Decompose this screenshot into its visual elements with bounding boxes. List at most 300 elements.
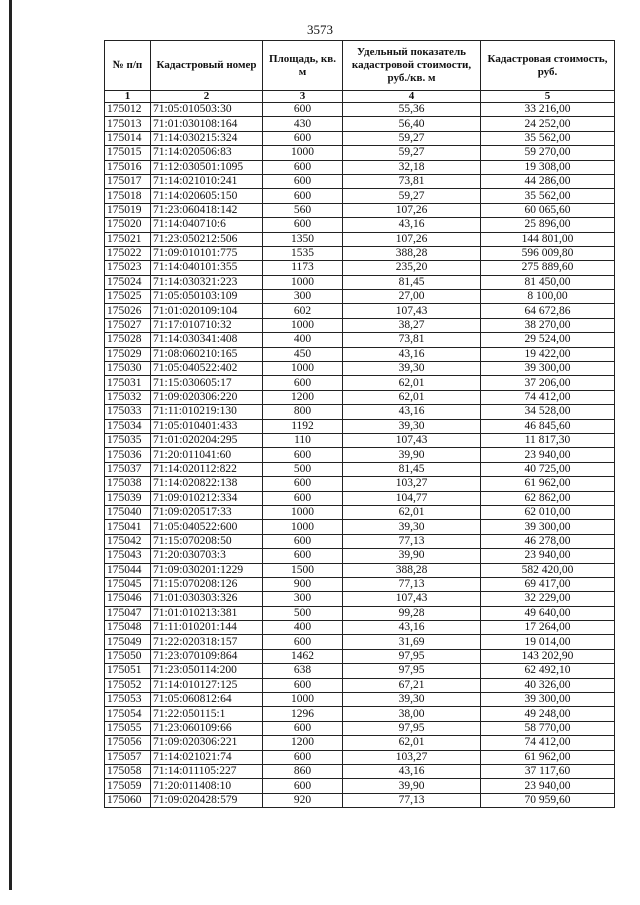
cell-area: 110 (263, 433, 343, 447)
cell-specific-value: 43,16 (343, 405, 481, 419)
cell-row-number: 175034 (105, 419, 151, 433)
cell-specific-value: 43,16 (343, 764, 481, 778)
table-row (105, 117, 615, 131)
table-row (105, 736, 615, 750)
cell-row-number: 175021 (105, 232, 151, 246)
cell-cadastral-cost: 74 412,00 (481, 736, 615, 750)
cell-specific-value: 107,43 (343, 433, 481, 447)
cell-cadastral-number: 71:05:040522:402 (151, 362, 263, 376)
cell-area: 800 (263, 405, 343, 419)
cell-area: 600 (263, 477, 343, 491)
cell-specific-value: 77,13 (343, 793, 481, 807)
column-header-cadastral-cost: Кадастровая стоимость, руб. (481, 41, 615, 91)
cell-area: 1462 (263, 649, 343, 663)
cell-cadastral-cost: 275 889,60 (481, 261, 615, 275)
cell-row-number: 175035 (105, 433, 151, 447)
cell-cadastral-number: 71:14:030341:408 (151, 333, 263, 347)
cell-cadastral-cost: 81 450,00 (481, 275, 615, 289)
column-number: 4 (343, 91, 481, 103)
cell-row-number: 175053 (105, 693, 151, 707)
table-row (105, 664, 615, 678)
cell-specific-value: 39,30 (343, 520, 481, 534)
cell-specific-value: 97,95 (343, 721, 481, 735)
cell-specific-value: 62,01 (343, 505, 481, 519)
cell-area: 500 (263, 606, 343, 620)
cell-specific-value: 73,81 (343, 174, 481, 188)
cell-cadastral-cost: 35 562,00 (481, 189, 615, 203)
cell-cadastral-number: 71:14:020605:150 (151, 189, 263, 203)
cell-cadastral-number: 71:22:050115:1 (151, 707, 263, 721)
cell-specific-value: 59,27 (343, 189, 481, 203)
cell-cadastral-cost: 62 010,00 (481, 505, 615, 519)
page-left-rule (9, 0, 12, 890)
table-row (105, 707, 615, 721)
cell-area: 600 (263, 635, 343, 649)
table-column-numbers-row (105, 91, 615, 103)
cell-cadastral-number: 71:22:020318:157 (151, 635, 263, 649)
cell-cadastral-cost: 62 862,00 (481, 491, 615, 505)
cell-cadastral-number: 71:01:030303:326 (151, 592, 263, 606)
cell-area: 600 (263, 103, 343, 117)
table-row (105, 721, 615, 735)
cell-specific-value: 104,77 (343, 491, 481, 505)
cell-row-number: 175023 (105, 261, 151, 275)
cell-specific-value: 32,18 (343, 160, 481, 174)
cell-row-number: 175024 (105, 275, 151, 289)
table-row (105, 333, 615, 347)
cell-cadastral-cost: 46 845,60 (481, 419, 615, 433)
cell-cadastral-number: 71:14:021021:74 (151, 750, 263, 764)
table-row (105, 433, 615, 447)
cell-cadastral-cost: 17 264,00 (481, 621, 615, 635)
cell-row-number: 175028 (105, 333, 151, 347)
table-row (105, 275, 615, 289)
cell-cadastral-cost: 61 962,00 (481, 750, 615, 764)
table-row (105, 146, 615, 160)
cell-cadastral-cost: 58 770,00 (481, 721, 615, 735)
cell-cadastral-number: 71:09:020428:579 (151, 793, 263, 807)
cell-area: 600 (263, 160, 343, 174)
table-row (105, 261, 615, 275)
cell-cadastral-cost: 23 940,00 (481, 448, 615, 462)
cell-row-number: 175036 (105, 448, 151, 462)
cell-cadastral-cost: 11 817,30 (481, 433, 615, 447)
cell-cadastral-cost: 39 300,00 (481, 520, 615, 534)
cell-specific-value: 39,30 (343, 693, 481, 707)
cell-specific-value: 77,13 (343, 577, 481, 591)
cell-row-number: 175044 (105, 563, 151, 577)
cell-area: 1000 (263, 275, 343, 289)
cell-area: 430 (263, 117, 343, 131)
cell-cadastral-number: 71:05:060812:64 (151, 693, 263, 707)
table-row (105, 448, 615, 462)
cell-specific-value: 38,27 (343, 318, 481, 332)
cell-cadastral-cost: 40 725,00 (481, 462, 615, 476)
cell-area: 600 (263, 376, 343, 390)
cell-area: 1000 (263, 520, 343, 534)
table-row (105, 405, 615, 419)
cell-area: 1350 (263, 232, 343, 246)
cell-cadastral-cost: 39 300,00 (481, 362, 615, 376)
table-row (105, 549, 615, 563)
cell-area: 600 (263, 721, 343, 735)
cell-cadastral-number: 71:08:060210:165 (151, 347, 263, 361)
cell-cadastral-cost: 74 412,00 (481, 390, 615, 404)
cell-cadastral-cost: 582 420,00 (481, 563, 615, 577)
table-row (105, 563, 615, 577)
cell-cadastral-cost: 35 562,00 (481, 131, 615, 145)
cell-row-number: 175031 (105, 376, 151, 390)
table-row (105, 304, 615, 318)
cell-row-number: 175047 (105, 606, 151, 620)
cell-row-number: 175015 (105, 146, 151, 160)
table-body (105, 103, 615, 808)
table-row (105, 606, 615, 620)
cell-cadastral-cost: 49 248,00 (481, 707, 615, 721)
cell-area: 1000 (263, 318, 343, 332)
cell-area: 600 (263, 491, 343, 505)
cell-area: 900 (263, 577, 343, 591)
cell-cadastral-cost: 32 229,00 (481, 592, 615, 606)
table-row (105, 534, 615, 548)
cell-cadastral-cost: 596 009,80 (481, 246, 615, 260)
cell-cadastral-number: 71:09:020306:221 (151, 736, 263, 750)
cell-area: 1296 (263, 707, 343, 721)
cell-specific-value: 77,13 (343, 534, 481, 548)
cell-row-number: 175020 (105, 218, 151, 232)
cell-area: 600 (263, 189, 343, 203)
cell-cadastral-cost: 19 014,00 (481, 635, 615, 649)
cell-area: 1000 (263, 146, 343, 160)
cell-cadastral-number: 71:20:011041:60 (151, 448, 263, 462)
cell-row-number: 175042 (105, 534, 151, 548)
cell-cadastral-number: 71:05:050103:109 (151, 290, 263, 304)
table-row (105, 577, 615, 591)
column-number: 1 (105, 91, 151, 103)
cell-specific-value: 39,90 (343, 779, 481, 793)
cell-cadastral-cost: 44 286,00 (481, 174, 615, 188)
cell-area: 602 (263, 304, 343, 318)
cell-specific-value: 97,95 (343, 649, 481, 663)
table-row (105, 218, 615, 232)
cell-cadastral-number: 71:12:030501:1095 (151, 160, 263, 174)
cell-area: 600 (263, 534, 343, 548)
column-header-number: № п/п (105, 41, 151, 91)
cell-cadastral-number: 71:05:040522:600 (151, 520, 263, 534)
cell-area: 500 (263, 462, 343, 476)
cell-specific-value: 107,26 (343, 203, 481, 217)
cell-row-number: 175043 (105, 549, 151, 563)
cell-cadastral-number: 71:09:010101:775 (151, 246, 263, 260)
cell-cadastral-cost: 64 672,86 (481, 304, 615, 318)
cell-area: 300 (263, 290, 343, 304)
cell-cadastral-number: 71:20:011408:10 (151, 779, 263, 793)
cell-row-number: 175040 (105, 505, 151, 519)
cell-cadastral-cost: 19 308,00 (481, 160, 615, 174)
cell-specific-value: 62,01 (343, 376, 481, 390)
cell-area: 300 (263, 592, 343, 606)
table-row (105, 347, 615, 361)
table-row (105, 764, 615, 778)
cell-cadastral-cost: 33 216,00 (481, 103, 615, 117)
table-row (105, 678, 615, 692)
cell-specific-value: 59,27 (343, 131, 481, 145)
table-row (105, 621, 615, 635)
table-row (105, 362, 615, 376)
cell-row-number: 175012 (105, 103, 151, 117)
cell-cadastral-number: 71:11:010201:144 (151, 621, 263, 635)
cell-cadastral-number: 71:23:070109:864 (151, 649, 263, 663)
cell-cadastral-cost: 25 896,00 (481, 218, 615, 232)
cell-cadastral-cost: 37 206,00 (481, 376, 615, 390)
cell-area: 600 (263, 750, 343, 764)
cell-specific-value: 107,43 (343, 304, 481, 318)
table-row (105, 520, 615, 534)
table-row (105, 290, 615, 304)
cell-row-number: 175056 (105, 736, 151, 750)
cell-row-number: 175050 (105, 649, 151, 663)
table-row (105, 103, 615, 117)
cell-row-number: 175049 (105, 635, 151, 649)
cell-specific-value: 388,28 (343, 246, 481, 260)
column-number: 2 (151, 91, 263, 103)
cell-cadastral-cost: 143 202,90 (481, 649, 615, 663)
cell-area: 600 (263, 174, 343, 188)
cell-area: 600 (263, 448, 343, 462)
cell-row-number: 175052 (105, 678, 151, 692)
cell-area: 450 (263, 347, 343, 361)
cell-row-number: 175038 (105, 477, 151, 491)
cell-row-number: 175033 (105, 405, 151, 419)
cell-specific-value: 62,01 (343, 390, 481, 404)
cell-cadastral-cost: 62 492,10 (481, 664, 615, 678)
cell-cadastral-number: 71:01:010213:381 (151, 606, 263, 620)
table-row (105, 174, 615, 188)
cell-area: 1535 (263, 246, 343, 260)
table-row (105, 376, 615, 390)
table-row (105, 693, 615, 707)
cell-row-number: 175032 (105, 390, 151, 404)
cell-cadastral-number: 71:23:050114:200 (151, 664, 263, 678)
cell-cadastral-number: 71:05:010503:30 (151, 103, 263, 117)
cell-area: 860 (263, 764, 343, 778)
cell-specific-value: 67,21 (343, 678, 481, 692)
cell-cadastral-cost: 59 270,00 (481, 146, 615, 160)
cell-cadastral-cost: 24 252,00 (481, 117, 615, 131)
cell-specific-value: 39,90 (343, 448, 481, 462)
cell-row-number: 175019 (105, 203, 151, 217)
cell-row-number: 175013 (105, 117, 151, 131)
cell-area: 638 (263, 664, 343, 678)
cell-specific-value: 39,30 (343, 362, 481, 376)
cell-cadastral-number: 71:11:010219:130 (151, 405, 263, 419)
cell-specific-value: 56,40 (343, 117, 481, 131)
cell-cadastral-cost: 37 117,60 (481, 764, 615, 778)
cell-cadastral-number: 71:01:030108:164 (151, 117, 263, 131)
cell-cadastral-cost: 69 417,00 (481, 577, 615, 591)
cell-cadastral-cost: 46 278,00 (481, 534, 615, 548)
cell-cadastral-number: 71:09:010212:334 (151, 491, 263, 505)
cell-row-number: 175037 (105, 462, 151, 476)
cell-cadastral-cost: 49 640,00 (481, 606, 615, 620)
cell-cadastral-number: 71:14:021010:241 (151, 174, 263, 188)
cell-specific-value: 107,43 (343, 592, 481, 606)
table-row (105, 477, 615, 491)
cell-cadastral-number: 71:15:030605:17 (151, 376, 263, 390)
cell-row-number: 175058 (105, 764, 151, 778)
column-header-cadastral-number: Кадастровый номер (151, 41, 263, 91)
cell-cadastral-cost: 70 959,60 (481, 793, 615, 807)
cell-cadastral-number: 71:23:060418:142 (151, 203, 263, 217)
table-row (105, 160, 615, 174)
cell-cadastral-number: 71:14:020112:822 (151, 462, 263, 476)
cell-cadastral-cost: 23 940,00 (481, 779, 615, 793)
cell-specific-value: 103,27 (343, 750, 481, 764)
cell-area: 1192 (263, 419, 343, 433)
cell-cadastral-cost: 34 528,00 (481, 405, 615, 419)
cell-row-number: 175017 (105, 174, 151, 188)
cell-cadastral-number: 71:01:020109:104 (151, 304, 263, 318)
cell-specific-value: 43,16 (343, 347, 481, 361)
cell-specific-value: 43,16 (343, 621, 481, 635)
cell-cadastral-number: 71:14:040101:355 (151, 261, 263, 275)
cell-row-number: 175018 (105, 189, 151, 203)
page-number: 3573 (307, 22, 333, 37)
cell-cadastral-number: 71:20:030703:3 (151, 549, 263, 563)
column-header-specific-value: Удельный показатель кадастровой стоимости, руб./кв. м (343, 41, 481, 91)
cell-specific-value: 62,01 (343, 736, 481, 750)
cell-specific-value: 388,28 (343, 563, 481, 577)
table-row (105, 793, 615, 807)
cell-specific-value: 59,27 (343, 146, 481, 160)
cell-cadastral-cost: 23 940,00 (481, 549, 615, 563)
cell-cadastral-number: 71:14:040710:6 (151, 218, 263, 232)
cell-cadastral-number: 71:14:020822:138 (151, 477, 263, 491)
cell-specific-value: 99,28 (343, 606, 481, 620)
cell-cadastral-number: 71:23:060109:66 (151, 721, 263, 735)
cell-row-number: 175014 (105, 131, 151, 145)
cell-specific-value: 38,00 (343, 707, 481, 721)
cell-row-number: 175029 (105, 347, 151, 361)
cell-area: 600 (263, 549, 343, 563)
cell-row-number: 175016 (105, 160, 151, 174)
table-row (105, 203, 615, 217)
cell-cadastral-cost: 19 422,00 (481, 347, 615, 361)
cell-cadastral-number: 71:14:030215:324 (151, 131, 263, 145)
table-row (105, 750, 615, 764)
cell-area: 600 (263, 131, 343, 145)
cell-area: 600 (263, 779, 343, 793)
cell-row-number: 175022 (105, 246, 151, 260)
cell-specific-value: 81,45 (343, 462, 481, 476)
cell-area: 1000 (263, 693, 343, 707)
cell-row-number: 175051 (105, 664, 151, 678)
cell-row-number: 175048 (105, 621, 151, 635)
cell-specific-value: 97,95 (343, 664, 481, 678)
table-row (105, 649, 615, 663)
table-row (105, 131, 615, 145)
table-row (105, 505, 615, 519)
cell-specific-value: 31,69 (343, 635, 481, 649)
cell-specific-value: 81,45 (343, 275, 481, 289)
table-row (105, 462, 615, 476)
cell-cadastral-number: 71:15:070208:126 (151, 577, 263, 591)
cell-specific-value: 27,00 (343, 290, 481, 304)
cell-area: 1000 (263, 505, 343, 519)
table-row (105, 189, 615, 203)
cell-cadastral-cost: 8 100,00 (481, 290, 615, 304)
cell-specific-value: 39,30 (343, 419, 481, 433)
cell-area: 1000 (263, 362, 343, 376)
cell-area: 400 (263, 333, 343, 347)
cell-area: 1200 (263, 390, 343, 404)
cell-cadastral-cost: 40 326,00 (481, 678, 615, 692)
cell-cadastral-number: 71:14:030321:223 (151, 275, 263, 289)
cell-area: 1173 (263, 261, 343, 275)
cell-row-number: 175026 (105, 304, 151, 318)
cell-cadastral-cost: 39 300,00 (481, 693, 615, 707)
cell-row-number: 175046 (105, 592, 151, 606)
cell-row-number: 175027 (105, 318, 151, 332)
cell-row-number: 175030 (105, 362, 151, 376)
cell-cadastral-cost: 38 270,00 (481, 318, 615, 332)
cell-cadastral-number: 71:23:050212:506 (151, 232, 263, 246)
cell-row-number: 175055 (105, 721, 151, 735)
cell-cadastral-number: 71:09:030201:1229 (151, 563, 263, 577)
cell-area: 400 (263, 621, 343, 635)
cell-area: 560 (263, 203, 343, 217)
table-row (105, 318, 615, 332)
cell-row-number: 175060 (105, 793, 151, 807)
table-row (105, 635, 615, 649)
cell-row-number: 175057 (105, 750, 151, 764)
cell-row-number: 175025 (105, 290, 151, 304)
cell-cadastral-number: 71:05:010401:433 (151, 419, 263, 433)
table-row (105, 419, 615, 433)
cell-cadastral-number: 71:09:020517:33 (151, 505, 263, 519)
table-row (105, 592, 615, 606)
table-row (105, 491, 615, 505)
column-number: 5 (481, 91, 615, 103)
cell-area: 600 (263, 218, 343, 232)
column-header-area: Площадь, кв. м (263, 41, 343, 91)
cell-cadastral-number: 71:14:010127:125 (151, 678, 263, 692)
table-row (105, 232, 615, 246)
cell-cadastral-cost: 61 962,00 (481, 477, 615, 491)
cell-cadastral-number: 71:14:020506:83 (151, 146, 263, 160)
cell-specific-value: 107,26 (343, 232, 481, 246)
table-row (105, 246, 615, 260)
cell-cadastral-cost: 60 065,60 (481, 203, 615, 217)
cell-row-number: 175039 (105, 491, 151, 505)
cell-cadastral-number: 71:15:070208:50 (151, 534, 263, 548)
cell-specific-value: 55,36 (343, 103, 481, 117)
cell-specific-value: 235,20 (343, 261, 481, 275)
cell-area: 1200 (263, 736, 343, 750)
cell-row-number: 175054 (105, 707, 151, 721)
cell-row-number: 175059 (105, 779, 151, 793)
table-row (105, 390, 615, 404)
cell-specific-value: 103,27 (343, 477, 481, 491)
cell-cadastral-cost: 29 524,00 (481, 333, 615, 347)
cell-cadastral-number: 71:01:020204:295 (151, 433, 263, 447)
cadastral-table (104, 40, 615, 808)
cell-area: 600 (263, 678, 343, 692)
cell-specific-value: 43,16 (343, 218, 481, 232)
cell-area: 1500 (263, 563, 343, 577)
cell-cadastral-number: 71:14:011105:227 (151, 764, 263, 778)
cell-row-number: 175041 (105, 520, 151, 534)
